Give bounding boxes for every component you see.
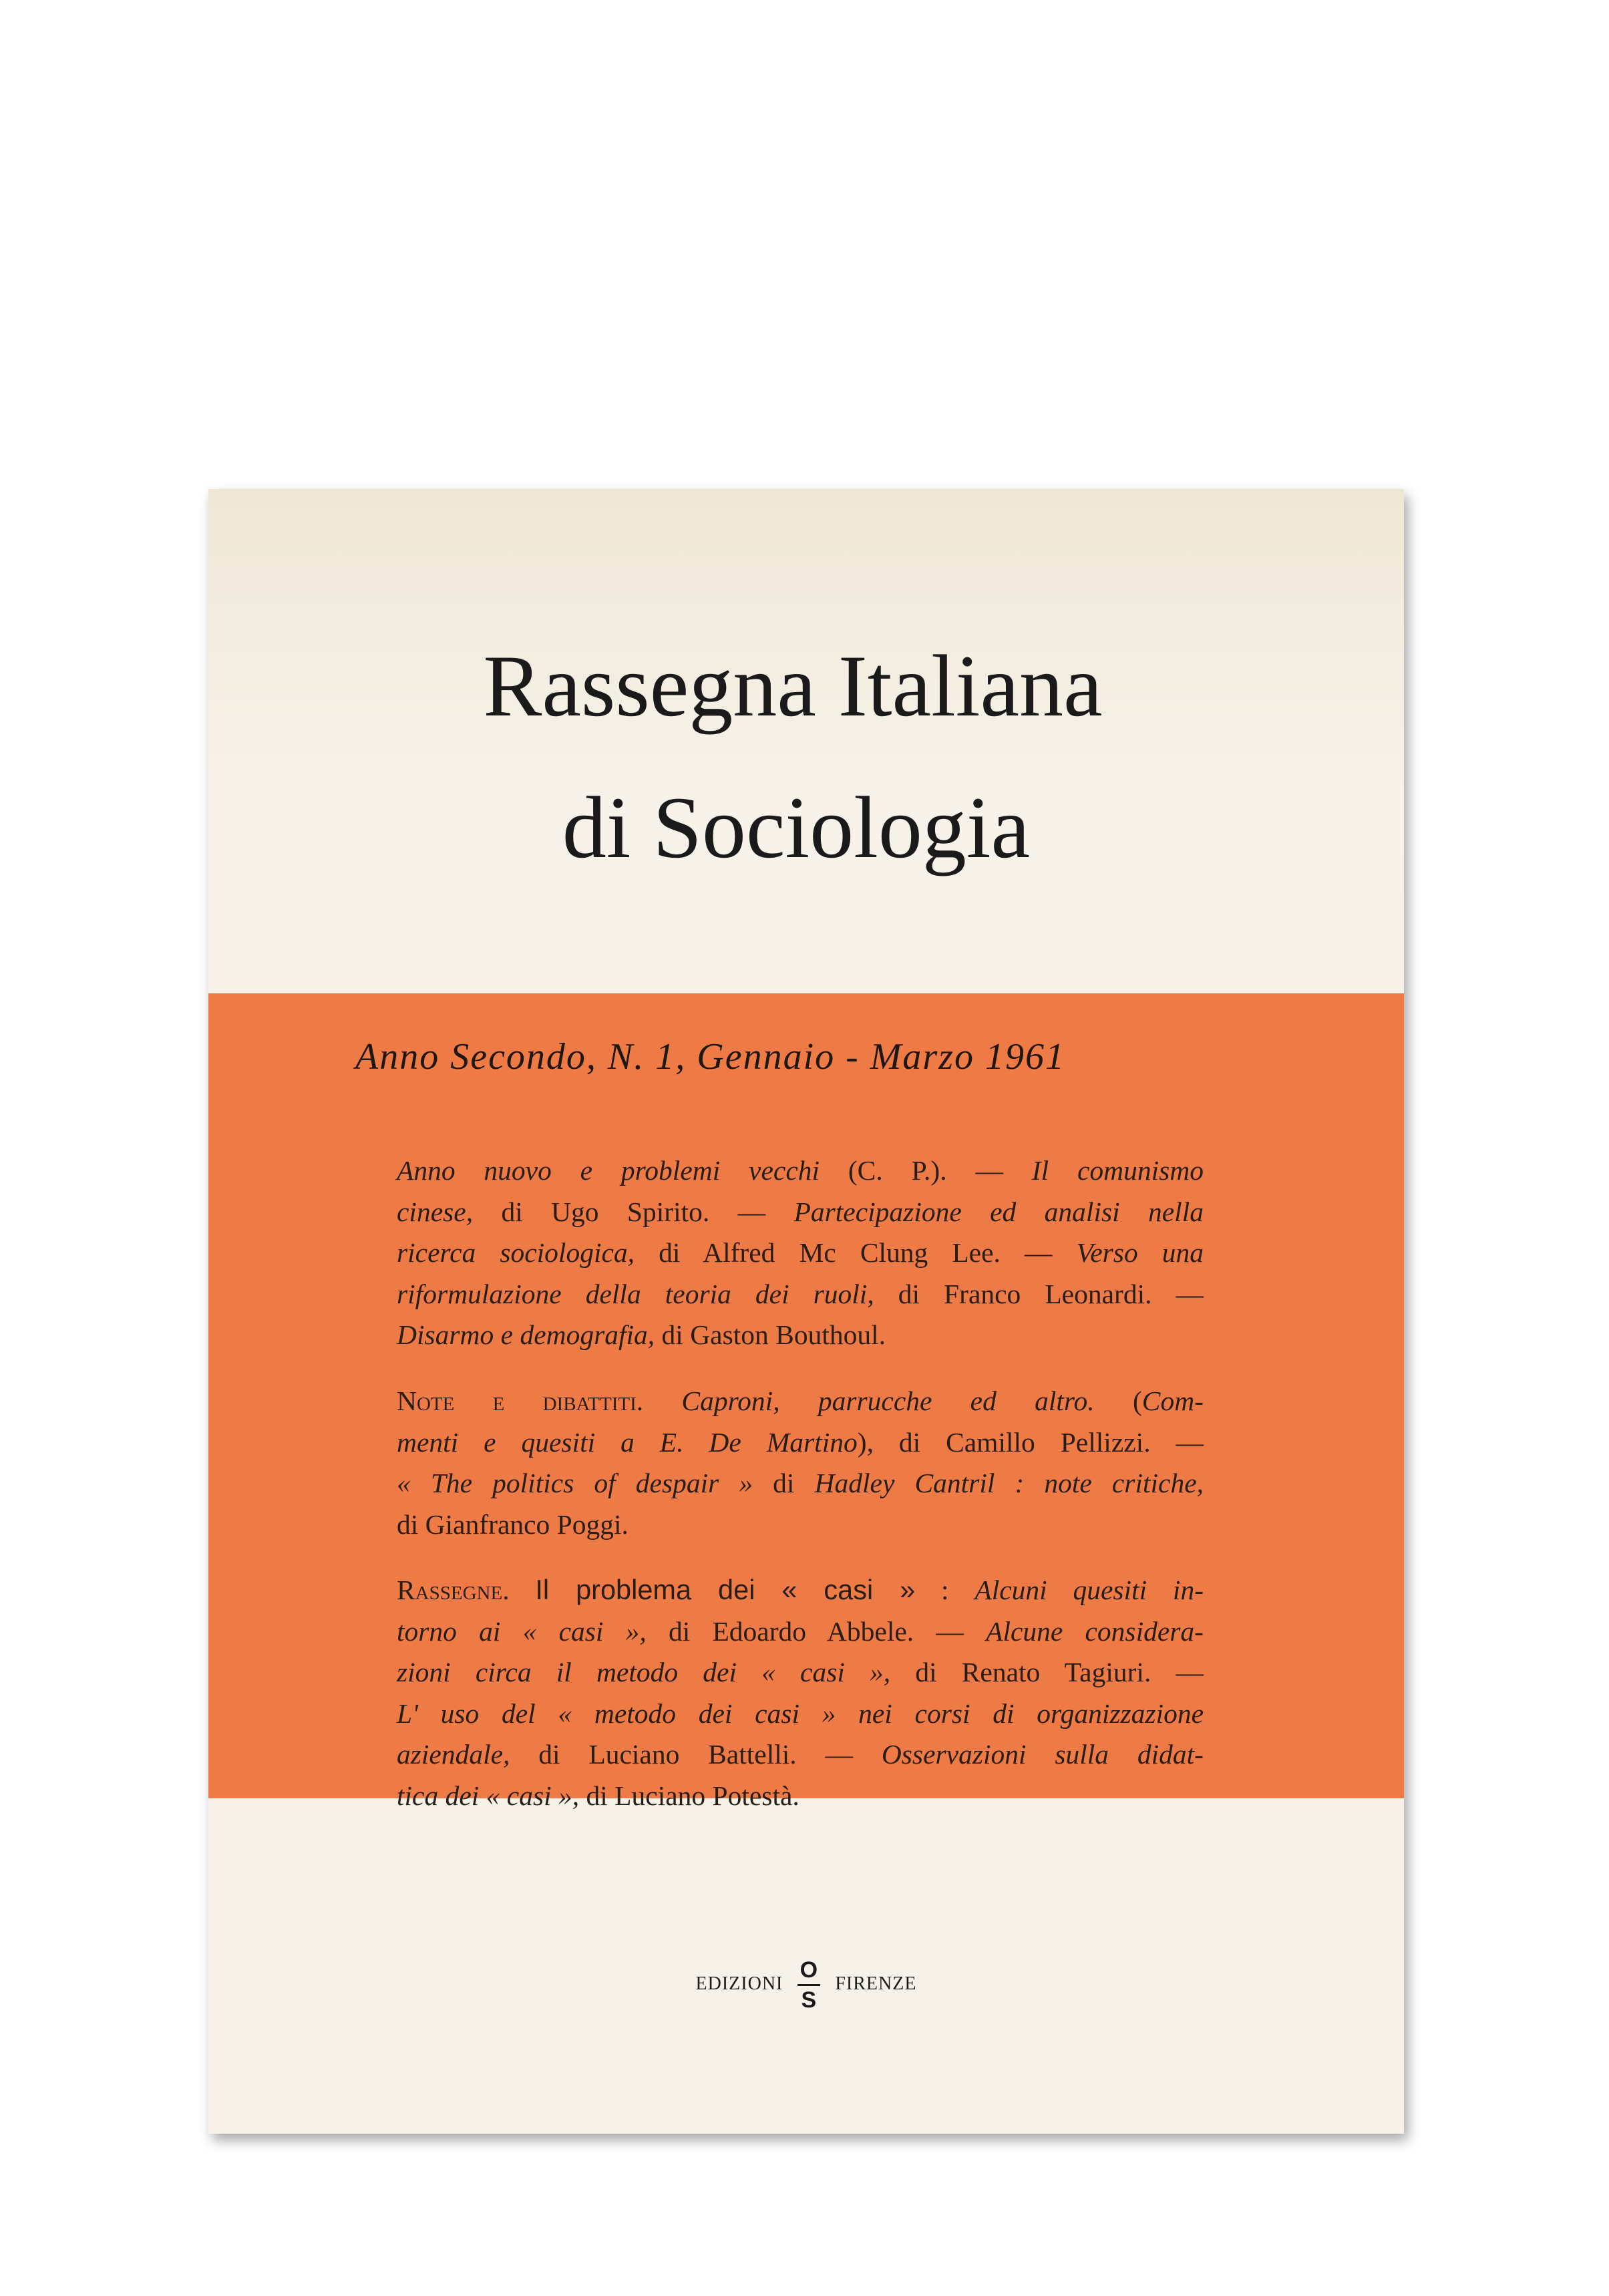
publisher-line — [208, 1959, 1404, 2011]
article-title: zioni circa il metodo dei « casi », — [397, 1657, 891, 1687]
publisher-city: FIRENZE — [835, 1973, 917, 1994]
connector: di — [753, 1468, 815, 1498]
article-title: Alcuni quesiti in- — [974, 1575, 1204, 1605]
author: di Ugo Spirito. — — [473, 1196, 794, 1227]
article-title: Anno nuovo e problemi vecchi — [397, 1155, 820, 1186]
text-line — [397, 1504, 1204, 1546]
text-line — [397, 1693, 1204, 1735]
author: di Edoardo Abbele. — — [646, 1615, 987, 1647]
text-line — [397, 1463, 1204, 1504]
publisher-name: EDIZIONI — [695, 1973, 783, 1994]
article-title: Verso una — [1076, 1237, 1204, 1268]
text-line — [397, 1192, 1204, 1233]
logo-bar — [797, 1984, 820, 1986]
author: di Franco Leonardi. — — [874, 1278, 1204, 1309]
punctuation: ( — [1094, 1385, 1142, 1416]
cover-top-area — [208, 489, 1404, 997]
article-title: tica dei « casi », — [397, 1780, 580, 1811]
publisher-logo — [797, 1959, 820, 2011]
author: di Luciano Battelli. — — [510, 1739, 882, 1770]
article-title: Disarmo e demografia, — [397, 1319, 655, 1350]
rassegne-paragraph — [397, 1569, 1204, 1816]
section-heading: Rassegne — [397, 1575, 503, 1605]
article-title: cinese, — [397, 1196, 474, 1227]
text-line — [397, 1150, 1204, 1192]
author: di Gaston Bouthoul. — [655, 1319, 886, 1350]
text-line — [397, 1611, 1204, 1653]
author: ), di Camillo Pellizzi. — — [857, 1426, 1204, 1458]
text-line — [397, 1569, 1204, 1611]
author: di Renato Tagiuri. — — [890, 1657, 1204, 1687]
section-subheading: Il problema dei « casi » — [535, 1574, 916, 1605]
title-line-1: Rassegna Italiana — [483, 637, 1103, 735]
logo-letter-top: O — [799, 1957, 819, 1983]
article-title: torno ai « casi », — [397, 1615, 647, 1647]
article-title: L' uso del « metodo dei casi » nei corsi di organizzazione — [397, 1697, 1204, 1729]
punctuation: . — [502, 1575, 536, 1605]
punctuation: . — [636, 1385, 682, 1416]
punctuation: : — [915, 1575, 975, 1605]
article-title: Com- — [1141, 1385, 1204, 1416]
author: di Luciano Potestà. — [579, 1780, 799, 1811]
issue-info: Anno Secondo, N. 1, Gennaio - Marzo 1961 — [355, 1036, 1066, 1078]
article-title: Hadley Cantril : note critiche, — [814, 1468, 1204, 1498]
magazine-cover — [208, 489, 1404, 2134]
article-title: Osservazioni sulla didat- — [881, 1739, 1204, 1770]
logo-letter-bottom: S — [801, 1987, 818, 2013]
article-title: riformulazione della teoria dei ruoli, — [397, 1278, 874, 1309]
articles-paragraph — [397, 1150, 1204, 1356]
article-title: Partecipazione ed analisi nella — [793, 1196, 1204, 1227]
text-line — [397, 1776, 1204, 1817]
article-title: « The politics of despair » — [397, 1468, 753, 1498]
text-line — [397, 1315, 1204, 1356]
orange-band — [208, 993, 1404, 1811]
text-line — [397, 1381, 1204, 1422]
article-title: ricerca sociologica, — [397, 1237, 635, 1268]
article-title: aziendale, — [397, 1739, 510, 1770]
text-line — [397, 1652, 1204, 1693]
article-title: Caproni, parrucche ed altro. — [681, 1385, 1095, 1416]
section-heading: Note e dibattiti — [397, 1385, 637, 1416]
text-line — [397, 1734, 1204, 1776]
title-line-2: di Sociologia — [562, 778, 1031, 876]
text-line — [397, 1233, 1204, 1274]
article-title: Il comunismo — [1031, 1155, 1204, 1186]
text-line — [397, 1422, 1204, 1464]
author: di Alfred Mc Clung Lee. — — [635, 1237, 1077, 1268]
author-note: (C. P.). — — [820, 1155, 1032, 1186]
article-title: menti e quesiti a E. De Martino — [397, 1426, 858, 1458]
article-title: Alcune considera- — [986, 1615, 1204, 1647]
notes-paragraph — [397, 1381, 1204, 1545]
text-line — [397, 1274, 1204, 1315]
author: di Gianfranco Poggi. — [397, 1508, 629, 1540]
